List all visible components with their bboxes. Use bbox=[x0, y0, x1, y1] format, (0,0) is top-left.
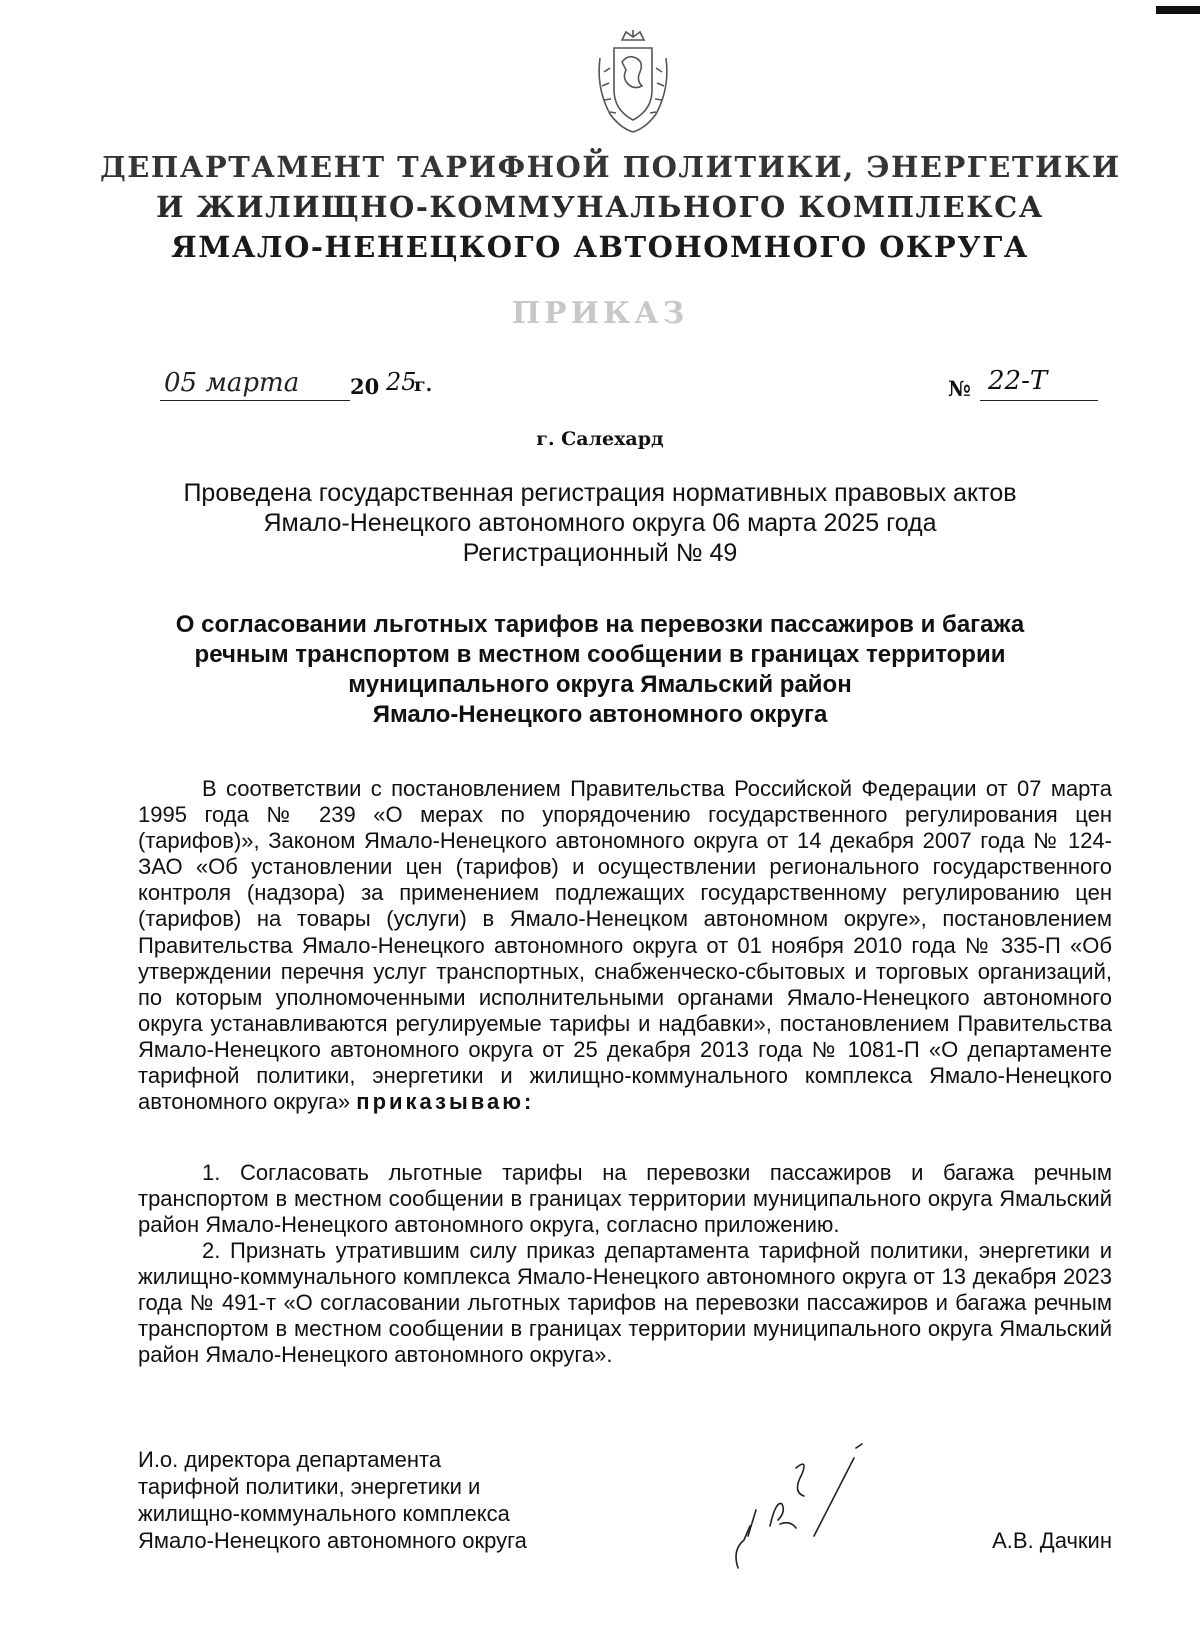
document-type: ПРИКАЗ bbox=[511, 296, 689, 331]
handwritten-signature bbox=[730, 1440, 930, 1590]
year-handwritten: 25 bbox=[386, 368, 417, 396]
date-handwritten: 05 марта bbox=[164, 368, 300, 398]
department-name-line-3: ЯМАЛО-НЕНЕЦКОГО АВТОНОМНОГО ОКРУГА bbox=[171, 230, 1029, 264]
document-date bbox=[160, 368, 433, 400]
registration-line-3: Регистрационный № 49 bbox=[462, 539, 738, 567]
coat-of-arms-emblem bbox=[592, 28, 674, 136]
preamble-paragraph bbox=[138, 776, 1112, 1115]
department-name-line-2: И ЖИЛИЩНО-КОММУНАЛЬНОГО КОМПЛЕКСА bbox=[156, 190, 1044, 224]
signer-title-line-4: Ямало-Ненецкого автономного округа bbox=[138, 1528, 527, 1553]
order-title-line-4: Ямало-Ненецкого автономного округа bbox=[372, 701, 828, 728]
order-directive: приказываю: bbox=[356, 1089, 535, 1115]
order-title-line-3: муниципального округа Ямальский район bbox=[348, 671, 852, 698]
registration-line-2: Ямало-Ненецкого автономного округа 06 марта 2025 года bbox=[263, 509, 937, 537]
signer-name: А.В. Дачкин bbox=[992, 1528, 1112, 1553]
year-suffix: г. bbox=[414, 374, 433, 396]
year-prefix: 20 bbox=[350, 374, 380, 399]
order-item-2: 2. Признать утратившим силу приказ департамента тарифной политики, энергетики и жилищно-коммунального комплекса Ямало-Ненецкого автономного округа от 13 декабря 2023 года № 491-т «О согласовании льготных тарифов на перевозки пассажиров и багажа речным транспортом в местном сообщении в границах территории муниципального округа Ямальский район Ямало-Ненецкого автономного округа». bbox=[138, 1238, 1112, 1368]
signer-title-line-2: тарифной политики, энергетики и bbox=[138, 1474, 481, 1499]
number-underline bbox=[980, 400, 1098, 401]
signer-title-line-3: жилищно-коммунального комплекса bbox=[138, 1501, 510, 1526]
number-label: № bbox=[948, 376, 971, 401]
date-underline bbox=[160, 400, 350, 401]
signer-title-line-1: И.о. директора департамента bbox=[138, 1447, 442, 1472]
registration-line-1: Проведена государственная регистрация нормативных правовых актов bbox=[183, 479, 1017, 507]
order-item-1: 1. Согласовать льготные тарифы на перевозки пассажиров и багажа речным транспортом в местном сообщении в границах территории муниципального округа Ямальский район Ямало-Ненецкого автономного округа, согласно приложению. bbox=[138, 1160, 1112, 1238]
city: г. Салехард bbox=[536, 428, 664, 450]
scan-corner-mark bbox=[1156, 6, 1200, 14]
order-title-line-2: речным транспортом в местном сообщении в границах территории bbox=[194, 641, 1006, 668]
number-handwritten: 22-Т bbox=[988, 366, 1048, 396]
department-name-line-1: ДЕПАРТАМЕНТ ТАРИФНОЙ ПОЛИТИКИ, ЭНЕРГЕТИКИ bbox=[100, 150, 1121, 184]
document-number bbox=[948, 366, 1100, 401]
order-title-line-1: О согласовании льготных тарифов на перевозки пассажиров и багажа bbox=[175, 611, 1025, 638]
preamble-text: В соответствии с постановлением Правительства Российской Федерации от 07 марта 1995 года № 239 «О мерах по упорядочению государственного регулирования цен (тарифов)», Законом Ямало-Ненецкого автономного округа от 14 декабря 2007 года № 124-ЗАО «Об установлении цен (тарифов) и осуществлении регионального государственного контроля (надзора) за применением подлежащих государственному регулированию цен (тарифов) на товары (услуги) в Ямало-Ненецком автономном округе», постановлением Правительства Ямало-Ненецкого автономного округа от 01 ноября 2010 года № 335-П «Об утверждении перечня услуг транспортных, снабженческо-сбытовых и торговых организаций, по которым уполномоченными исполнительными органами Ямало-Ненецкого автономного округа устанавливаются регулируемые тарифы и надбавки», постановлением Правительства Ямало-Ненецкого автономного округа от 25 декабря 2013 года № 1081-П «О департаменте тарифной политики, энергетики и жилищно-коммунального комплекса Ямало-Ненецкого автономного округа» bbox=[138, 776, 1112, 1115]
